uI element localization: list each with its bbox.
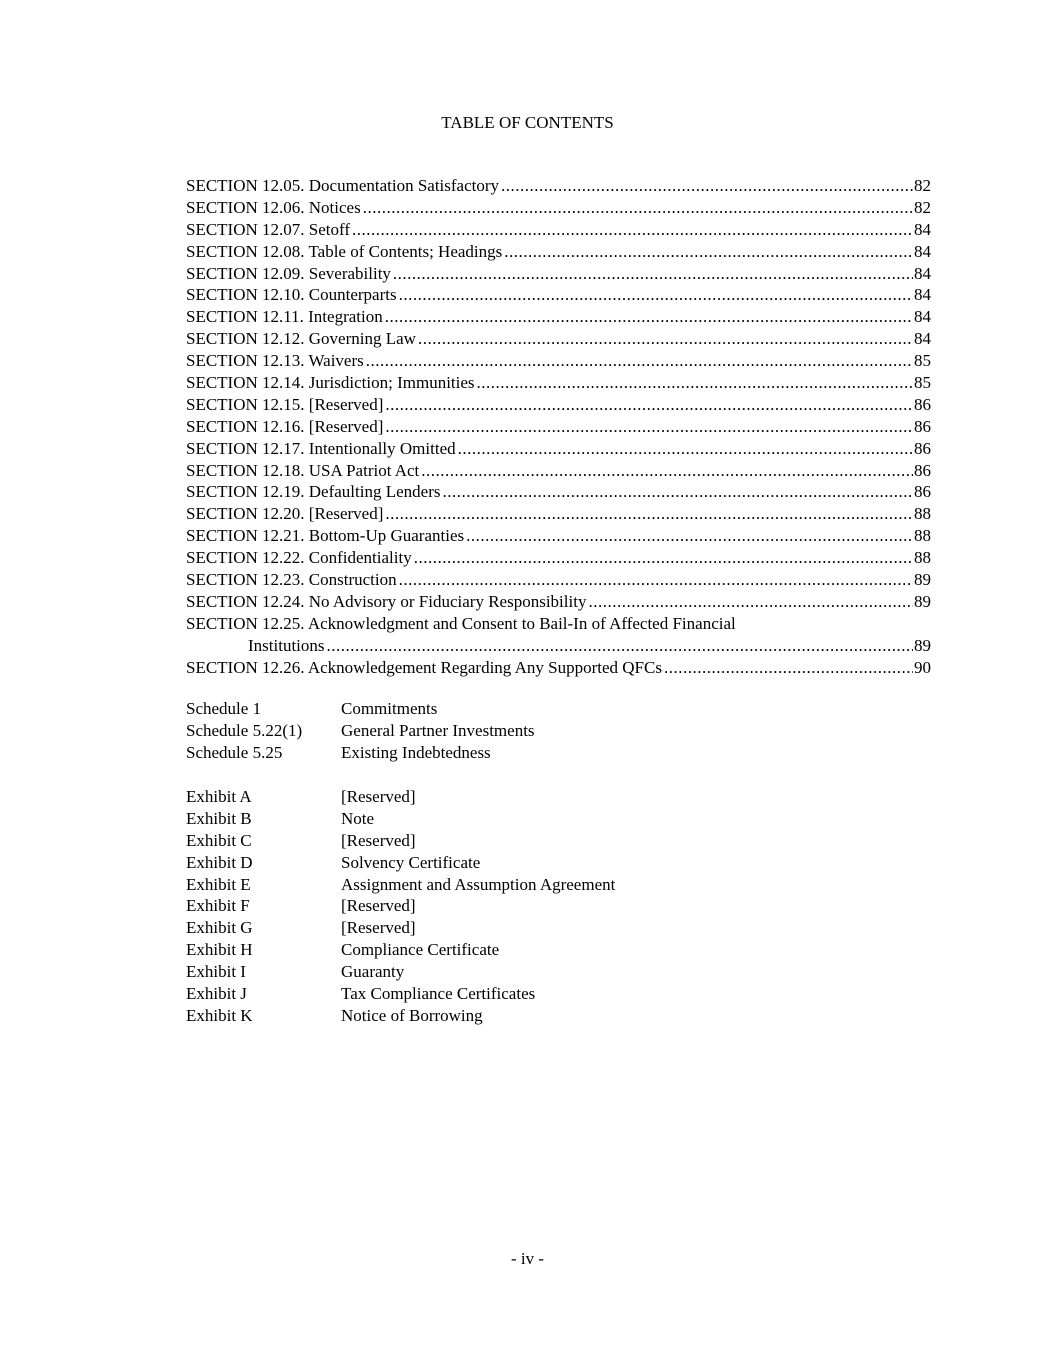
- exhibit-description: Tax Compliance Certificates: [341, 984, 536, 1004]
- toc-entry: [186, 569, 931, 591]
- toc-entry-page: 84: [914, 263, 931, 283]
- toc-entry-label: SECTION 12.16. [Reserved]: [186, 416, 384, 436]
- dot-leader: [399, 284, 913, 306]
- exhibit-item: [186, 939, 786, 961]
- toc-entry-label: SECTION 12.06. Notices: [186, 197, 361, 217]
- exhibit-list: [186, 786, 786, 1027]
- toc-entry-label: SECTION 12.20. [Reserved]: [186, 504, 384, 524]
- exhibit-code: Exhibit I: [186, 962, 246, 982]
- toc-entry-page: 89: [914, 635, 931, 655]
- schedule-description: General Partner Investments: [341, 720, 535, 740]
- schedule-item: [186, 720, 786, 742]
- exhibit-code: Exhibit B: [186, 808, 252, 828]
- exhibit-item: [186, 961, 786, 983]
- exhibit-item: [186, 1005, 786, 1027]
- toc-entry-page: 86: [914, 394, 931, 414]
- toc-entry-page: 84: [914, 241, 931, 261]
- toc-entry-label: SECTION 12.09. Severability: [186, 263, 391, 283]
- toc-entry: [186, 657, 931, 679]
- dot-leader: [458, 438, 913, 460]
- exhibit-description: Solvency Certificate: [341, 852, 481, 872]
- toc-entry-label: SECTION 12.23. Construction: [186, 570, 397, 590]
- dot-leader: [466, 525, 913, 547]
- exhibit-item: [186, 830, 786, 852]
- exhibit-description: Assignment and Assumption Agreement: [341, 874, 616, 894]
- toc-entry-label: SECTION 12.25. Acknowledgment and Consent to Bail-In of Affected Financial: [186, 613, 736, 633]
- toc-entry-label: SECTION 12.13. Waivers: [186, 351, 364, 371]
- exhibit-item: [186, 786, 786, 808]
- toc-entry-label: SECTION 12.10. Counterparts: [186, 285, 397, 305]
- dot-leader: [393, 263, 913, 285]
- exhibit-description: [Reserved]: [341, 918, 416, 938]
- toc-entry-page: 85: [914, 351, 931, 371]
- exhibit-code: Exhibit F: [186, 896, 250, 916]
- toc-entry-page: 85: [914, 373, 931, 393]
- dot-leader: [414, 547, 913, 569]
- toc-entry: [186, 481, 931, 503]
- toc-entry: [186, 350, 931, 372]
- schedule-item: [186, 698, 786, 720]
- toc-entry-page: 86: [914, 438, 931, 458]
- exhibit-description: [Reserved]: [341, 896, 416, 916]
- page-title: TABLE OF CONTENTS: [441, 113, 614, 132]
- toc-entry-continuation: [186, 635, 931, 657]
- exhibit-description: Guaranty: [341, 962, 405, 982]
- dot-leader: [385, 394, 913, 416]
- exhibit-code: Exhibit C: [186, 830, 252, 850]
- exhibit-description: [Reserved]: [341, 830, 416, 850]
- toc-entry-label: SECTION 12.22. Confidentiality: [186, 548, 412, 568]
- exhibit-item: [186, 917, 786, 939]
- toc-entry-label: SECTION 12.07. Setoff: [186, 219, 351, 239]
- toc-entry-page: 86: [914, 460, 931, 480]
- toc-entry-label: SECTION 12.11. Integration: [186, 307, 383, 327]
- exhibit-item: [186, 808, 786, 830]
- toc-entry-label: SECTION 12.24. No Advisory or Fiduciary Responsibility: [186, 591, 587, 611]
- toc-entry-page: 82: [914, 176, 931, 195]
- toc-entry-page: 84: [914, 329, 931, 349]
- toc-entry-page: 90: [914, 657, 931, 677]
- dot-leader: [664, 657, 913, 679]
- schedule-code: Schedule 5.25: [186, 742, 283, 762]
- dot-leader: [588, 591, 913, 613]
- toc-entry-page: 89: [914, 591, 931, 611]
- toc-entry-page: 88: [914, 504, 931, 524]
- exhibit-item: [186, 895, 786, 917]
- toc-entry-label: SECTION 12.19. Defaulting Lenders: [186, 482, 441, 502]
- dot-leader: [477, 372, 913, 394]
- exhibit-item: [186, 852, 786, 874]
- toc-entry: [186, 328, 931, 350]
- dot-leader: [418, 328, 913, 350]
- schedule-description: Existing Indebtedness: [341, 742, 491, 762]
- dot-leader: [363, 197, 913, 219]
- toc-entry: [186, 306, 931, 328]
- toc-entry-label: SECTION 12.21. Bottom-Up Guaranties: [186, 526, 465, 546]
- toc-entry-label: SECTION 12.08. Table of Contents; Headings: [186, 241, 503, 261]
- toc-entry-label: SECTION 12.12. Governing Law: [186, 329, 416, 349]
- toc-entry-label: SECTION 12.05. Documentation Satisfactory: [186, 176, 500, 195]
- toc-entry-page: 84: [914, 307, 931, 327]
- toc-entry: [186, 547, 931, 569]
- dot-leader: [504, 241, 913, 263]
- toc-entry: [186, 219, 931, 241]
- dot-leader: [366, 350, 913, 372]
- toc-entry-multiline: [186, 613, 931, 657]
- page-number: - iv -: [510, 1249, 545, 1268]
- toc-entry-page: 88: [914, 548, 931, 568]
- toc-entry: [186, 394, 931, 416]
- toc-entry-page: 86: [914, 482, 931, 502]
- toc-entry-label: SECTION 12.18. USA Patriot Act: [186, 460, 420, 480]
- dot-leader: [399, 569, 913, 591]
- dot-leader: [385, 306, 913, 328]
- exhibit-item: [186, 983, 786, 1005]
- exhibit-description: Note: [341, 808, 375, 828]
- toc-entry: [186, 525, 931, 547]
- toc-entry: [186, 284, 931, 306]
- toc-entry-page: 89: [914, 570, 931, 590]
- toc-entry: [186, 591, 931, 613]
- exhibit-code: Exhibit H: [186, 940, 253, 960]
- exhibit-code: Exhibit E: [186, 874, 251, 894]
- toc-entry-label: SECTION 12.15. [Reserved]: [186, 394, 384, 414]
- schedule-description: Commitments: [341, 699, 438, 718]
- exhibit-code: Exhibit K: [186, 1005, 253, 1025]
- toc-entry: [186, 503, 931, 525]
- toc-entry-page: 88: [914, 526, 931, 546]
- dot-leader: [421, 460, 913, 482]
- toc-entry-page: 86: [914, 416, 931, 436]
- dot-leader: [442, 481, 913, 503]
- toc-entry: [186, 416, 931, 438]
- exhibit-item: [186, 874, 786, 896]
- schedule-item: [186, 742, 786, 764]
- exhibit-code: Exhibit D: [186, 852, 253, 872]
- toc-entry-label: SECTION 12.26. Acknowledgement Regarding Any Supported QFCs: [186, 657, 662, 677]
- dot-leader: [327, 635, 913, 657]
- toc-entry-label-continued: Institutions: [248, 635, 325, 655]
- toc-entry-label: SECTION 12.17. Intentionally Omitted: [186, 438, 456, 458]
- exhibit-code: Exhibit G: [186, 918, 253, 938]
- exhibit-description: [Reserved]: [341, 787, 416, 806]
- exhibit-description: Notice of Borrowing: [341, 1005, 483, 1025]
- schedule-list: [186, 698, 786, 764]
- toc-entry-page: 84: [914, 219, 931, 239]
- toc-entry-label: SECTION 12.14. Jurisdiction; Immunities: [186, 373, 475, 393]
- toc-entry: [186, 372, 931, 394]
- toc-entry: [186, 263, 931, 285]
- toc-entry-page: 82: [914, 197, 931, 217]
- toc-entry: [186, 460, 931, 482]
- toc-section-list: [186, 175, 931, 678]
- exhibit-description: Compliance Certificate: [341, 940, 500, 960]
- dot-leader: [501, 175, 913, 197]
- schedule-code: Schedule 1: [186, 699, 262, 718]
- exhibit-code: Exhibit J: [186, 984, 247, 1004]
- toc-entry: [186, 197, 931, 219]
- toc-entry: [186, 175, 931, 197]
- exhibit-code: Exhibit A: [186, 787, 252, 806]
- dot-leader: [385, 416, 913, 438]
- dot-leader: [385, 503, 913, 525]
- schedule-code: Schedule 5.22(1): [186, 720, 303, 740]
- toc-entry: [186, 241, 931, 263]
- toc-entry-page: 84: [914, 285, 931, 305]
- toc-entry: [186, 438, 931, 460]
- dot-leader: [352, 219, 913, 241]
